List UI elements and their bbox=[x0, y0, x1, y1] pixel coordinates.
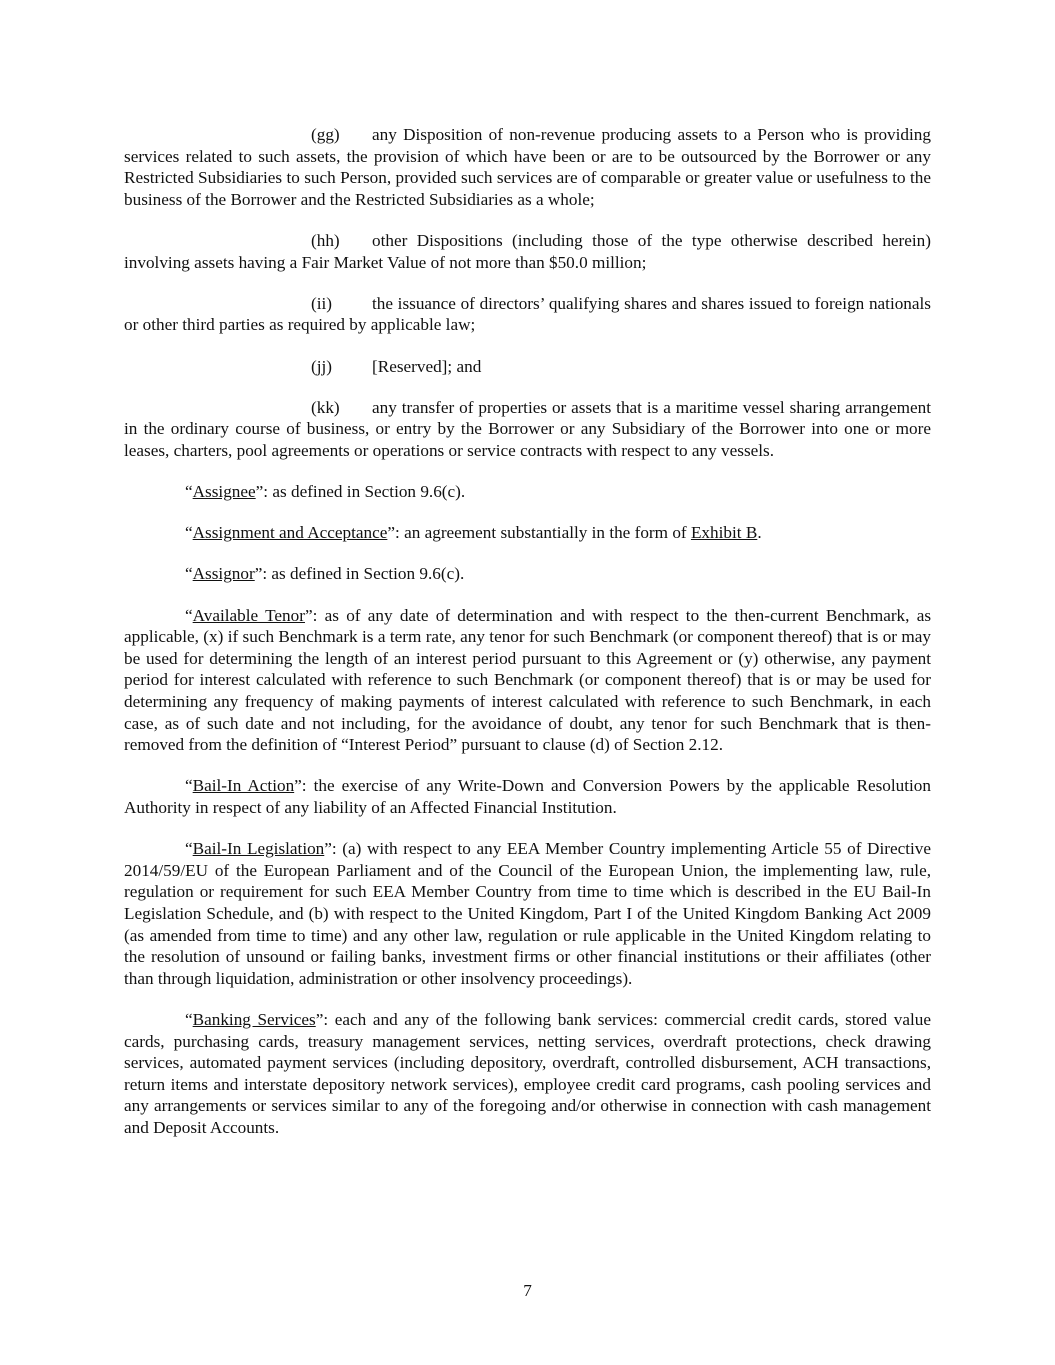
definition-assignment-and-acceptance bbox=[124, 522, 931, 544]
quote-close: ”: bbox=[304, 605, 318, 625]
definition-assignor bbox=[124, 563, 931, 585]
defined-term: Assignment and Acceptance bbox=[192, 523, 388, 543]
definition-text: as defined in Section 9.6(c). bbox=[267, 564, 465, 584]
quote-open: “ bbox=[185, 523, 193, 543]
definition-text: each and any of the following bank services: commercial credit cards, stored value cards, purchasing cards, treasury management services, netting services, overdraft protections, check drawing services, automated payment services (including depository, overdraft, controlled disbursement, ACH transactions, return items and interstate depository network services), employee credit card programs, cash pooling services and any arrangements or services similar to any of the foregoing and/or otherwise in connection with cash management and Deposit Accounts. bbox=[124, 1009, 931, 1137]
quote-open: “ bbox=[185, 605, 193, 625]
defined-term: Available Tenor bbox=[192, 605, 305, 625]
quote-close: ”: bbox=[294, 776, 307, 796]
subclause-ii bbox=[124, 293, 931, 336]
definition-banking-services bbox=[124, 1009, 931, 1139]
subclause-number: (hh) bbox=[311, 230, 340, 250]
quote-open: “ bbox=[185, 1009, 193, 1029]
subclause-number: (jj) bbox=[311, 356, 332, 376]
defined-term: Assignee bbox=[192, 482, 256, 502]
subclause-kk bbox=[124, 397, 931, 462]
document-page bbox=[124, 124, 931, 1158]
quote-close: ”: bbox=[387, 523, 400, 543]
definition-text: (a) with respect to any EEA Member Country implementing Article 55 of Directive 2014/59/EU of the European Parliament and of the Council of the European Union, the implementing law, rule, regulation or requirement for such EEA Member Country from time to time which is described in the EU Bail-In Legislation Schedule, and (b) with respect to the United Kingdom, Part I of the United Kingdom Banking Act 2009 (as amended from time to time) and any other law, regulation or rule applicable in the United Kingdom relating to the resolution of unsound or failing banks, investment firms or other financial institutions or their affiliates (other than through liquidation, administration or other insolvency proceedings). bbox=[124, 839, 931, 988]
subclause-number: (kk) bbox=[311, 397, 340, 417]
quote-open: “ bbox=[185, 839, 193, 859]
defined-term: Bail-In Legislation bbox=[192, 839, 325, 859]
subclause-text: any Disposition of non-revenue producing assets to a Person who is providing services related to such assets, the provision of which have been or are to be outsourced by the Borrower or any Restricted Subsidiaries to such Person, provided such services are of comparable or greater value or usefulness to the business of the Borrower and the Restricted Subsidiaries as a whole; bbox=[124, 125, 931, 209]
definition-assignee bbox=[124, 481, 931, 503]
subclause-text: other Dispositions (including those of the type otherwise described herein) involving assets having a Fair Market Value of not more than $50.0 million; bbox=[124, 230, 931, 272]
quote-close: ”: bbox=[324, 839, 337, 859]
subclause-number: (ii) bbox=[311, 293, 332, 313]
subclause-hh bbox=[124, 230, 931, 273]
quote-close: ”: bbox=[315, 1009, 329, 1029]
subclause-jj bbox=[124, 356, 931, 378]
definition-text: the exercise of any Write-Down and Conversion Powers by the applicable Resolution Authority in respect of any liability of an Affected Financial Institution. bbox=[124, 776, 931, 817]
quote-open: “ bbox=[185, 564, 193, 584]
quote-close: ”: bbox=[255, 482, 269, 502]
definition-bail-in-legislation bbox=[124, 838, 931, 989]
quote-open: “ bbox=[185, 482, 193, 502]
definition-text: an agreement substantially in the form of bbox=[399, 523, 691, 543]
subclause-number: (gg) bbox=[311, 125, 340, 144]
definition-bail-in-action bbox=[124, 775, 931, 818]
definition-text: as of any date of determination and with respect to the then-current Benchmark, as applicable, (x) if such Benchmark is a term rate, any tenor for such Benchmark (or component thereof) that is or may be used for determining the length of an interest period pursuant to this Agreement or (y) otherwise, any payment period for interest calculated with reference to such Benchmark (or component thereof) that is or may be used for determining any frequency of making payments of interest calculated with reference to such Benchmark, in each case, as of such date and not including, for the avoidance of doubt, any tenor for such Benchmark that is then-removed from the definition of “Interest Period” pursuant to clause (d) of Section 2.12. bbox=[124, 605, 932, 755]
defined-term: Assignor bbox=[192, 564, 255, 584]
defined-term: Banking Services bbox=[192, 1009, 316, 1029]
page-number: 7 bbox=[523, 1281, 532, 1300]
subclause-text: the issuance of directors’ qualifying shares and shares issued to foreign nationals or other third parties as required by applicable law; bbox=[124, 293, 931, 335]
quote-open: “ bbox=[185, 776, 193, 796]
definition-text: as defined in Section 9.6(c). bbox=[268, 482, 466, 502]
subclause-gg bbox=[124, 124, 931, 210]
exhibit-reference: Exhibit B bbox=[690, 523, 758, 543]
subclause-text: any transfer of properties or assets that is a maritime vessel sharing arrangement in the ordinary course of business, or entry by the Borrower or any Subsidiary of the Borrower into one or more leases, charters, pool agreements or operations or service contracts with respect to any vessels. bbox=[124, 397, 931, 460]
subclause-text: [Reserved]; and bbox=[372, 356, 482, 376]
defined-term: Bail-In Action bbox=[192, 776, 295, 796]
definition-end: . bbox=[757, 523, 762, 543]
definition-available-tenor bbox=[124, 605, 931, 756]
quote-close: ”: bbox=[254, 564, 268, 584]
